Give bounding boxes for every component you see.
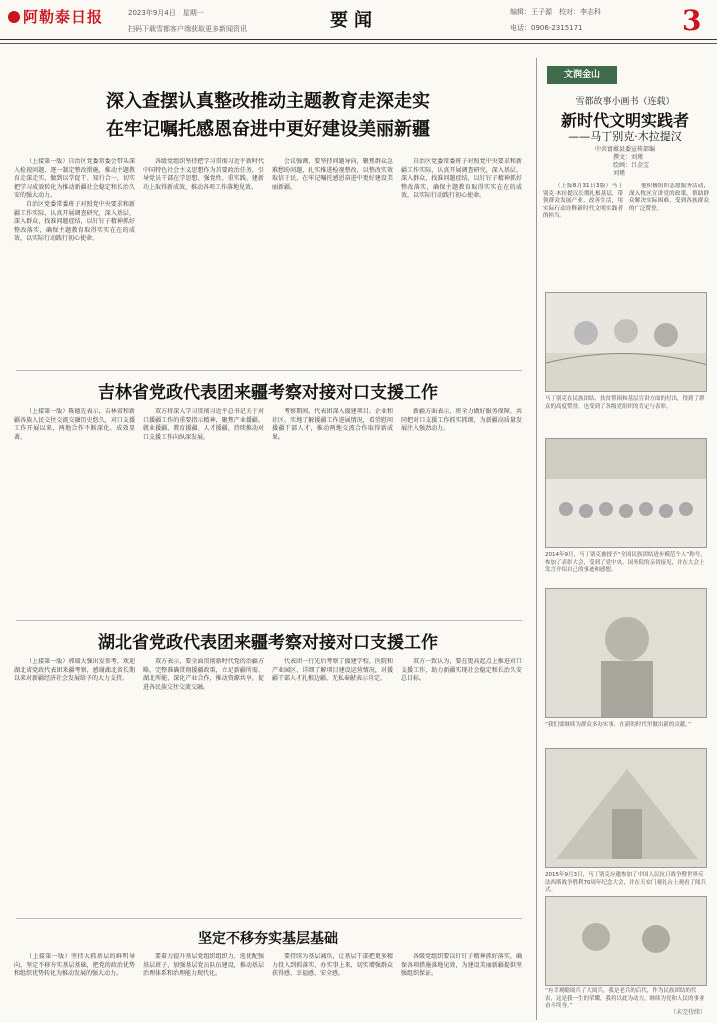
sidebar-paragraph: （上接8月31日3版）马丁别克·木拉提汉长期扎根基层，带领群众发展产业、改善生活，用实际行动诠释新时代文明实践者的担当。 xyxy=(543,183,623,220)
sidebar-credits: 撰文：刘瑾 绘画：吕金宝 刘瑾 xyxy=(613,154,650,177)
sidebar-org: 中共富蕴县委宣传部编 xyxy=(594,146,655,153)
scan-line: 扫码下载雪都客户端获取更多新闻资讯 xyxy=(128,25,247,33)
article2-title[interactable]: 吉林省党政代表团来疆考察对接对口支援工作 xyxy=(98,383,438,403)
masthead xyxy=(0,0,717,40)
article4-body xyxy=(8,953,528,1015)
article4-paragraph: （上接第一版）坚持大抓基层的鲜明导向，坚定不移夯实基层基础，把党的政治优势和组织优势转化为推动发展的强大动力。 xyxy=(14,953,135,978)
caption-3: “我们要继续为群众多办实事，在新的时代里做出新的贡献。” xyxy=(545,722,691,728)
article2-body xyxy=(8,408,528,616)
divider xyxy=(16,918,522,919)
newspaper-logo xyxy=(8,6,103,27)
illustration-4 xyxy=(545,748,707,868)
sidebar-column xyxy=(536,58,712,1020)
sketch-illustration-icon xyxy=(546,439,707,548)
editor-line: 编辑：王子源 校对：李志科 xyxy=(510,8,601,16)
article3-paragraph: 代表团一行先后考察了援建学校、医院和产业园区，详细了解项目建设运营情况，对援疆干部人才扎根边疆、无私奉献表示肯定。 xyxy=(272,658,393,683)
sidebar-paragraph: 他积极组织志愿服务活动，深入牧区宣讲党的政策，帮助群众解决实际困难，受到各族群众的广泛赞誉。 xyxy=(629,183,709,212)
main-column xyxy=(8,58,528,1020)
article3-paragraph: （上接第一版）郭瑞大强出发参考，欢迎湖北省党政代表团来疆考察，感谢湖北省长期以来对新疆经济社会发展给予的大力支持。 xyxy=(14,658,135,683)
article2-paragraph: （上接第一版）陈德先表示，吉林省和新疆各族人民交往交流交融历史悠久，对口支援工作开展以来，两地合作不断深化，成效显著。 xyxy=(14,408,135,441)
sketch-illustration-icon xyxy=(546,293,707,392)
illustration-3 xyxy=(545,588,707,718)
article1-paragraph: 会议强调，要坚持问题导向，聚焦群众急难愁盼问题，扎实推进检视整改，以整改实效取信于民，在牢记嘱托感恩奋进中更好建设美丽新疆。 xyxy=(272,158,393,191)
section-title: 要闻 xyxy=(330,10,378,31)
article3-body xyxy=(8,658,528,913)
article1-paragraph: 自治区党委常委班子对照党中央要求和新疆工作实际，认真开展调查研究，深入基层、深入群众，找准问题症结，以钉钉子精神抓好整改落实，确保主题教育取得实实在在的成效，以实际行动践行初心使命。 xyxy=(401,158,522,200)
article1-title-line1[interactable]: 深入查摆认真整改推动主题教育走深走实 xyxy=(106,91,430,112)
phone-line: 电话：0906-2315171 xyxy=(510,24,583,32)
article1-title-line2[interactable]: 在牢记嘱托感恩奋进中更好建设美丽新疆 xyxy=(106,119,430,140)
sidebar-title[interactable]: 新时代文明实践者 xyxy=(560,111,689,130)
illustration-2 xyxy=(545,438,707,548)
article2-paragraph: 双方将深入学习贯彻习近平总书记关于对口援疆工作的重要指示精神，聚焦产业援疆、就业援疆、教育援疆、人才援疆，持续推动对口支援工作向纵深发展。 xyxy=(143,408,264,441)
divider xyxy=(16,620,522,621)
illustration-1 xyxy=(545,292,707,392)
sketch-illustration-icon xyxy=(546,897,707,986)
article3-paragraph: 双方一致认为，要在更高起点上推进对口支援工作，助力新疆实现社会稳定和长治久安总目标。 xyxy=(401,658,522,683)
logo-mark-icon xyxy=(8,11,20,23)
divider xyxy=(16,370,522,371)
illustration-5 xyxy=(545,896,707,986)
caption-1: 马丁别克在民族团结、扶贫帮困和基层宣讲方面的付出，得到了群众的高度赞誉，也受到了各级党组织的肯定与表彰。 xyxy=(545,396,705,410)
article1-body xyxy=(8,158,528,366)
date-line: 2023年9月4日 星期一 xyxy=(128,9,204,17)
article1-paragraph: 自治区党委常委班子对照党中央要求和新疆工作实际，认真开展调查研究，深入基层、深入群众，找准问题症结，以钉钉子精神抓好整改落实，确保主题教育取得实实在在的成效，以实际行动践行初心使命。 xyxy=(14,200,135,243)
article4-paragraph: 要持续为基层减负，让基层干部把更多精力投入到抓落实、办实事上来，切实增强群众获得感、幸福感、安全感。 xyxy=(272,953,393,978)
sketch-illustration-icon xyxy=(546,589,707,718)
caption-4: 2015年9月3日，马丁别克应邀参加了中国人民抗日战争暨世界反法西斯战争胜利70周年纪念大会，并在天安门观礼台上观看了阅兵式。 xyxy=(545,872,707,893)
sketch-illustration-icon xyxy=(546,749,707,868)
end-note: （未完待续） xyxy=(669,1009,706,1016)
caption-5: “有幸观瞻阅兵了大阅兵，我是老兵的后代，作为民族团结的代表，这是我一生的荣耀，我将以此为动力，继续为党和人民的事业奋斗终身。” xyxy=(545,988,705,1009)
caption-2: 2014年9月，马丁别克被授予“全国民族团结进步模范个人”称号，参加了表彰大会，受到了党中央、国务院的亲切接见，并在大会上发言介绍自己的事迹和感想。 xyxy=(545,552,706,573)
article3-title[interactable]: 湖北省党政代表团来疆考察对接对口支援工作 xyxy=(98,633,438,653)
page-number: 3 xyxy=(682,4,702,37)
divider xyxy=(0,43,717,44)
sidebar-subtitle2: ——马丁别克·木拉提汉 xyxy=(568,130,682,143)
column-banner: 文润金山 xyxy=(547,66,617,84)
article4-title[interactable]: 坚定不移夯实基层基础 xyxy=(198,931,338,947)
article1-paragraph: （上接第一版）自治区党委常委会带头深入检视问题、逐一制定整改措施，推动主题教育走深走实，做到以学促干、知行合一，切实把学习成效转化为推动新疆社会稳定和长治久安的强大动力。 xyxy=(14,158,135,200)
logo-text: 阿勒泰日报 xyxy=(23,8,104,26)
article1-paragraph: 各级党组织坚持把学习贯彻习近平新时代中国特色社会主义思想作为首要政治任务，引导党员干部在学思想、强党性、重实践、建新功上取得新成效，推动各项工作落地见效。 xyxy=(143,158,264,191)
article2-paragraph: 考察期间，代表团深入援建项目、企业和社区，实地了解援疆工作进展情况，看望慰问援疆干部人才，推动两地交流合作取得新成果。 xyxy=(272,408,393,441)
article4-paragraph: 各级党组织要以钉钉子精神抓好落实，确保各项措施落地见效，为建设美丽新疆提供坚强组织保证。 xyxy=(401,953,522,978)
sidebar-subtitle: 雪都故事小画书（连载） xyxy=(575,97,675,107)
article4-paragraph: 要着力提升基层党组织组织力，选优配强基层班子，加强基层党员队伍建设，推动基层治理体系和治理能力现代化。 xyxy=(143,953,264,978)
article3-paragraph: 双方表示，要全面贯彻新时代党的治疆方略，完整准确贯彻援疆政策，立足新疆所需、湖北所能，深化产业合作，推动资源共享，促进各民族交往交流交融。 xyxy=(143,658,264,691)
sidebar-body xyxy=(543,183,709,288)
article2-paragraph: 新疆方面表示，将全力做好服务保障，共同把对口支援工作抓实抓细，为新疆高质量发展注入强劲动力。 xyxy=(401,408,522,433)
